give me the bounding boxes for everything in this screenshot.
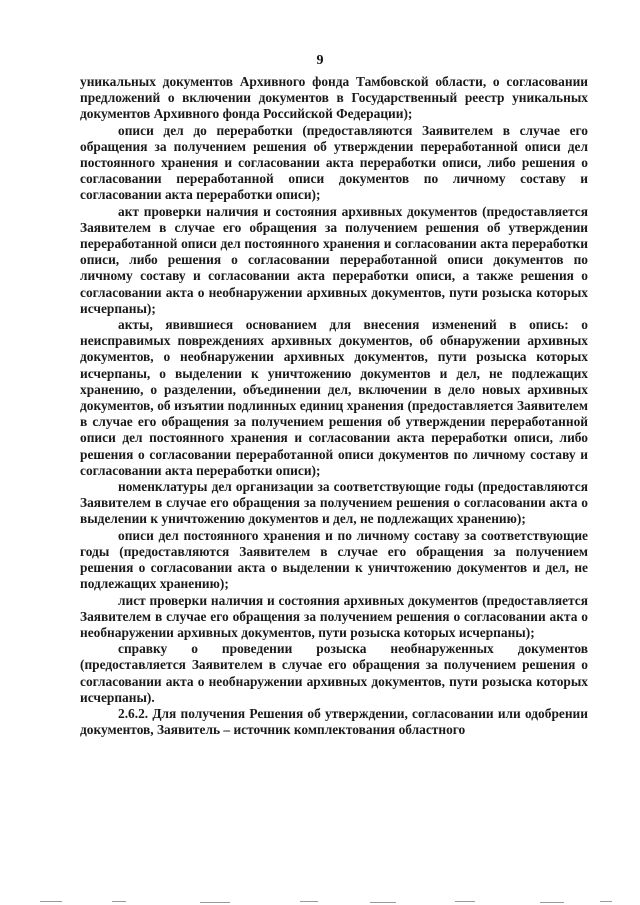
paragraph-inspection-act: акт проверки наличия и состояния архивных документов (предоставляется Заявителем в случае его обращения за получением решения об утверждении переработанной описи дел постоянного хранения и согласовании акта переработки описи, либо решения о согласовании переработанной описи документов по личному составу и согласовании акта переработки описи, а также решения о согласовании акта о необнаружении архивных документов, пути розыска которых исчерпаны); xyxy=(80,203,588,316)
paragraph-search-certificate: справку о проведении розыска необнаруженных документов (предоставляется Заявителем в случае его обращения за получением решения о согласовании акта о необнаружении архивных документов, пути розыска которых исчерпаны). xyxy=(80,641,588,705)
paragraph-case-nomenclature: номенклатуры дел организации за соответствующие годы (предоставляются Заявителем в случае его обращения за получением решения о согласовании акта о выделении к уничтожению документов и дел, не подлежащих хранению); xyxy=(80,479,588,527)
document-body xyxy=(80,74,588,738)
paragraph-section-2-6-2: 2.6.2. Для получения Решения об утверждении, согласовании или одобрении документов, Заявитель – источник комплектования областного xyxy=(80,705,588,738)
paragraph-case-inventories: описи дел постоянного хранения и по личному составу за соответствующие годы (предоставляются Заявителем в случае его обращения за получением решения о согласовании акта о выделении к уничтожению документов и дел, не подлежащих хранению); xyxy=(80,527,588,592)
paragraph-continuation: уникальных документов Архивного фонда Тамбовской области, о согласовании предложений о включении документов в Государственный реестр уникальных документов Архивного фонда Российской Федерации); xyxy=(80,74,588,122)
paragraph-change-acts: акты, явившиеся основанием для внесения изменений в опись: о неисправимых повреждениях архивных документов, об обнаружении архивных документов, о необнаружении архивных документов, пути розыска которых исчерпаны, о выделении к уничтожению документов и дел, не подлежащих хранению, о разделении, объединении дел, включении в дело новых архивных документов, об изъятии подлинных единиц хранения (предоставляется Заявителем в случае его обращения за получением решения об утверждении переработанной описи дел постоянного хранения и согласовании акта переработки описи, либо решения о согласовании переработанной описи документов по личному составу и согласовании акта переработки описи); xyxy=(80,317,588,478)
page-number: 9 xyxy=(316,53,324,68)
scan-bottom-edge xyxy=(0,892,640,905)
paragraph-inventory-before-revision: описи дел до переработки (предоставляются Заявителем в случае его обращения за получением решения об утверждении переработанной описи дел постоянного хранения и согласовании акта переработки описи, либо решения о согласовании переработанной описи документов по личному составу и согласовании акта переработки описи); xyxy=(80,122,588,203)
paragraph-inspection-sheet: лист проверки наличия и состояния архивных документов (предоставляется Заявителем в случае его обращения за получением решения о согласовании акта о необнаружении архивных документов, пути розыска которых исчерпаны); xyxy=(80,592,588,640)
